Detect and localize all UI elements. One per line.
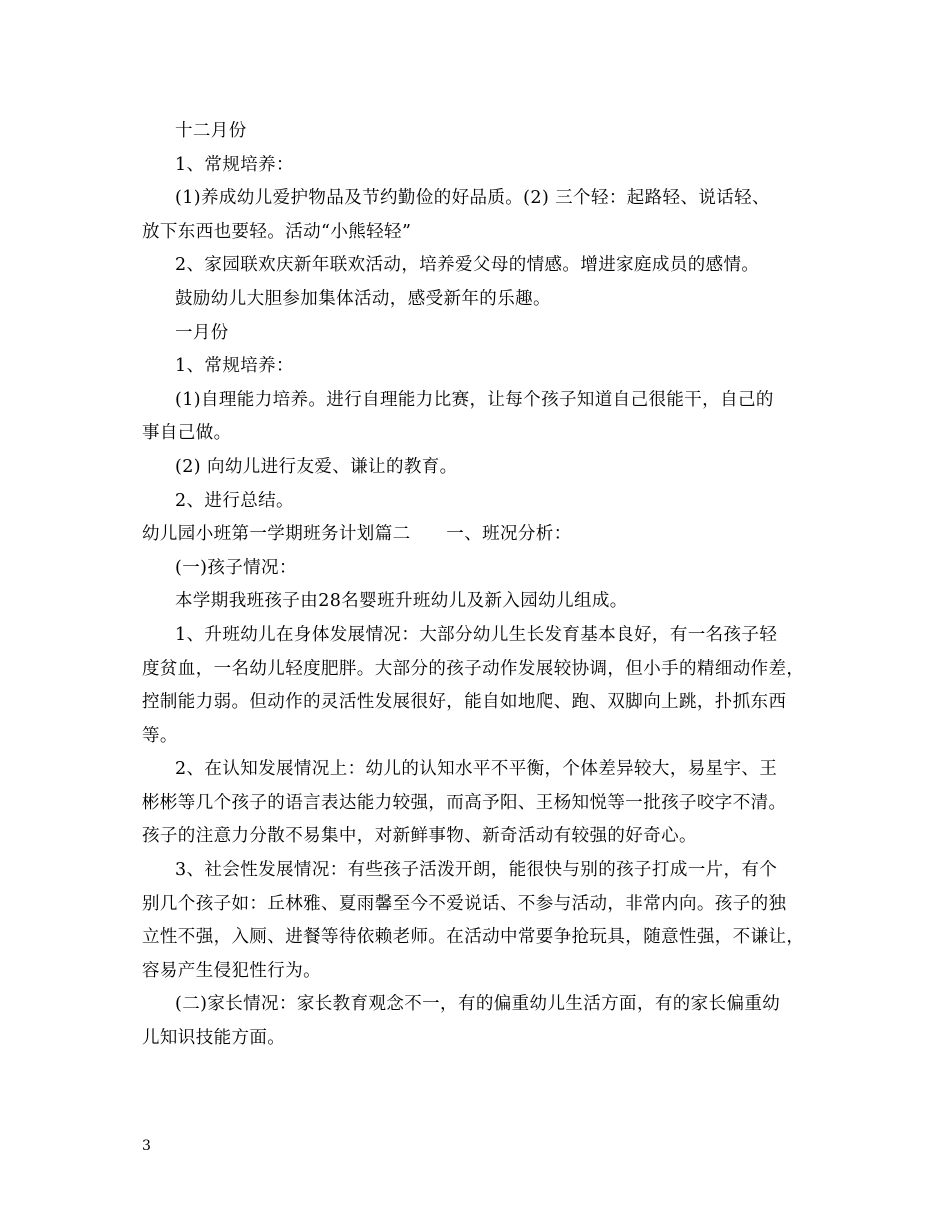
text-line: 等。	[142, 725, 178, 746]
text-line: 立性不强，入厕、进餐等待依赖老师。在活动中常要争抢玩具，随意性强，不谦让，	[142, 927, 805, 948]
text-line: 1、常规培养：	[175, 154, 294, 175]
text-line: 1、常规培养：	[175, 356, 294, 377]
text-line: (1)养成幼儿爱护物品及节约勤俭的好品质。(2) 三个轻：起路轻、说话轻、	[175, 188, 770, 209]
text-line: 别几个孩子如：丘林雅、夏雨馨至今不爱说话、不参与活动，非常内向。孩子的独	[142, 893, 787, 914]
text-line: 控制能力弱。但动作的灵活性发展很好，能自如地爬、跑、双脚向上跳，扑抓东西	[142, 692, 787, 713]
page-number: 3	[142, 1138, 151, 1154]
text-line: 一月份	[175, 322, 229, 343]
text-line: 事自己做。	[142, 423, 232, 444]
text-line: 幼儿园小班第一学期班务计划篇二 一、班况分析：	[142, 524, 572, 545]
text-line: 1、升班幼儿在身体发展情况：大部分幼儿生长发育基本良好，有一名孩子轻	[175, 624, 778, 645]
text-line: (2) 向幼儿进行友爱、谦让的教育。	[175, 456, 458, 477]
text-line: 2、家园联欢庆新年联欢活动，培养爱父母的情感。增进家庭成员的感情。	[175, 255, 760, 276]
text-line: 3、社会性发展情况：有些孩子活泼开朗，能很快与别的孩子打成一片，有个	[175, 860, 778, 881]
text-line: (一)孩子情况：	[175, 557, 297, 578]
document-body	[142, 115, 832, 1056]
text-line: 容易产生侵犯性行为。	[142, 960, 321, 981]
text-line: 度贫血，一名幼儿轻度肥胖。大部分的孩子动作发展较协调，但小手的精细动作差，	[142, 658, 805, 679]
text-line: 彬彬等几个孩子的语言表达能力较强，而高予阳、王杨知悦等一批孩子咬字不清。	[142, 792, 787, 813]
text-line: (1)自理能力培养。进行自理能力比赛，让每个孩子知道自己很能干，自己的	[175, 389, 774, 410]
text-line: (二)家长情况：家长教育观念不一，有的偏重幼儿生活方面，有的家长偏重幼	[175, 994, 781, 1015]
text-line: 十二月份	[175, 121, 247, 141]
text-line: 2、在认知发展情况上：幼儿的认知水平不平衡，个体差异较大，易星宇、王	[175, 759, 778, 780]
text-line: 鼓励幼儿大胆参加集体活动，感受新年的乐趣。	[175, 288, 551, 309]
text-line: 2、进行总结。	[175, 490, 294, 511]
text-line: 儿知识技能方面。	[142, 1028, 286, 1049]
text-line: 放下东西也要轻。活动“小熊轻轻”	[142, 221, 412, 242]
text-line: 孩子的注意力分散不易集中，对新鲜事物、新奇活动有较强的好奇心。	[142, 826, 697, 847]
text-line: 本学期我班孩子由28名婴班升班幼儿及新入园幼儿组成。	[175, 591, 628, 612]
